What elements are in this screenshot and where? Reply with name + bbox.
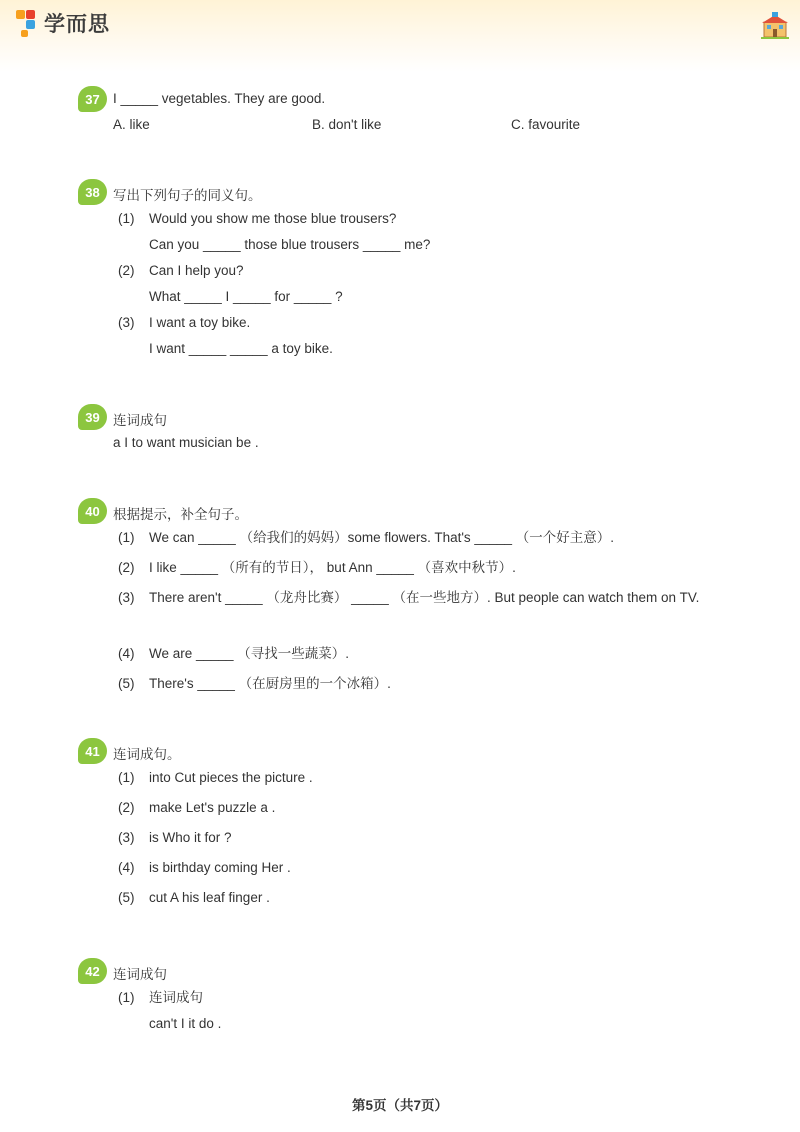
question-title: 写出下列句子的同义句。 bbox=[113, 188, 262, 203]
sub-question bbox=[118, 525, 758, 555]
question-text: a I to want musician be . bbox=[113, 435, 259, 450]
sub-question-list bbox=[118, 525, 758, 701]
sub-question-list bbox=[118, 206, 758, 362]
sub-question-prompt: 连词成句 bbox=[149, 990, 203, 1005]
sub-question-text[interactable]: There aren't _____ （龙舟比赛） _____ （在一些地方）. But people can watch them on TV. bbox=[149, 590, 700, 605]
sub-question-answer-line[interactable]: I want _____ _____ a toy bike. bbox=[149, 341, 333, 356]
question-title: 连词成句。 bbox=[113, 747, 181, 762]
sub-question-text[interactable]: I like _____ （所有的节日）， but Ann _____ （喜欢中秋节）. bbox=[149, 560, 516, 575]
sub-question-number: (1) bbox=[118, 770, 135, 785]
sub-question bbox=[118, 585, 758, 641]
option-a[interactable]: A. like bbox=[113, 117, 150, 132]
sub-question-number: (3) bbox=[118, 315, 135, 330]
sub-question bbox=[118, 671, 758, 701]
sub-question-list bbox=[118, 985, 758, 1037]
sub-question-text: can't I it do . bbox=[149, 1016, 222, 1031]
sub-question-text: into Cut pieces the picture . bbox=[149, 770, 313, 785]
option-b[interactable]: B. don't like bbox=[312, 117, 382, 132]
xueersi-logo-icon bbox=[16, 8, 40, 38]
school-building-icon bbox=[761, 12, 789, 40]
sub-question bbox=[118, 855, 758, 885]
sub-question bbox=[118, 765, 758, 795]
page-number: 第5页（共7页） bbox=[351, 1098, 449, 1113]
sub-question-number: (4) bbox=[118, 646, 135, 661]
sub-question bbox=[118, 258, 758, 310]
sub-question-answer-line[interactable]: Can you _____ those blue trousers _____ me? bbox=[149, 237, 431, 252]
question-number-badge: 38 bbox=[78, 179, 107, 205]
sub-question-number: (3) bbox=[118, 590, 135, 605]
sub-question-number: (2) bbox=[118, 560, 135, 575]
sub-question-text[interactable]: There's _____ （在厨房里的一个冰箱）. bbox=[149, 676, 391, 691]
question-title: 连词成句 bbox=[113, 413, 167, 428]
sub-question-prompt: Would you show me those blue trousers? bbox=[149, 211, 397, 226]
sub-question-number: (1) bbox=[118, 990, 135, 1005]
sub-question-number: (5) bbox=[118, 676, 135, 691]
sub-question bbox=[118, 206, 758, 258]
sub-question-number: (1) bbox=[118, 211, 135, 226]
sub-question-text[interactable]: We can _____ （给我们的妈妈）some flowers. That's _____ （一个好主意）. bbox=[149, 530, 614, 545]
sub-question-number: (3) bbox=[118, 830, 135, 845]
sub-question-text: is birthday coming Her . bbox=[149, 860, 291, 875]
sub-question-number: (4) bbox=[118, 860, 135, 875]
sub-question bbox=[118, 310, 758, 362]
sub-question bbox=[118, 555, 758, 585]
sub-question-number: (2) bbox=[118, 263, 135, 278]
question-text: I _____ vegetables. They are good. bbox=[113, 91, 326, 106]
sub-question-text: cut A his leaf finger . bbox=[149, 890, 270, 905]
sub-question-number: (2) bbox=[118, 800, 135, 815]
sub-question-text: make Let's puzzle a . bbox=[149, 800, 276, 815]
sub-question-number: (5) bbox=[118, 890, 135, 905]
sub-question-prompt: I want a toy bike. bbox=[149, 315, 251, 330]
sub-question-answer-line[interactable]: What _____ I _____ for _____ ? bbox=[149, 289, 343, 304]
sub-question-text[interactable]: We are _____ （寻找一些蔬菜）. bbox=[149, 646, 350, 661]
sub-question bbox=[118, 985, 758, 1037]
brand-name: 学而思 bbox=[44, 12, 110, 36]
sub-question-number: (1) bbox=[118, 530, 135, 545]
sub-question bbox=[118, 795, 758, 825]
sub-question-prompt: Can I help you? bbox=[149, 263, 244, 278]
question-number-badge: 40 bbox=[78, 498, 107, 524]
sub-question bbox=[118, 885, 758, 915]
sub-question-text: is Who it for ? bbox=[149, 830, 232, 845]
question-number-badge: 39 bbox=[78, 404, 107, 430]
question-title: 根据提示，补全句子。 bbox=[113, 507, 248, 522]
option-c[interactable]: C. favourite bbox=[511, 117, 581, 132]
question-title: 连词成句 bbox=[113, 967, 167, 982]
sub-question bbox=[118, 825, 758, 855]
sub-question-list bbox=[118, 765, 758, 915]
question-number-badge: 41 bbox=[78, 738, 107, 764]
question-number-badge: 42 bbox=[78, 958, 107, 984]
sub-question bbox=[118, 641, 758, 671]
question-number-badge: 37 bbox=[78, 86, 107, 112]
page-header bbox=[0, 0, 800, 72]
brand-logo bbox=[16, 8, 110, 38]
